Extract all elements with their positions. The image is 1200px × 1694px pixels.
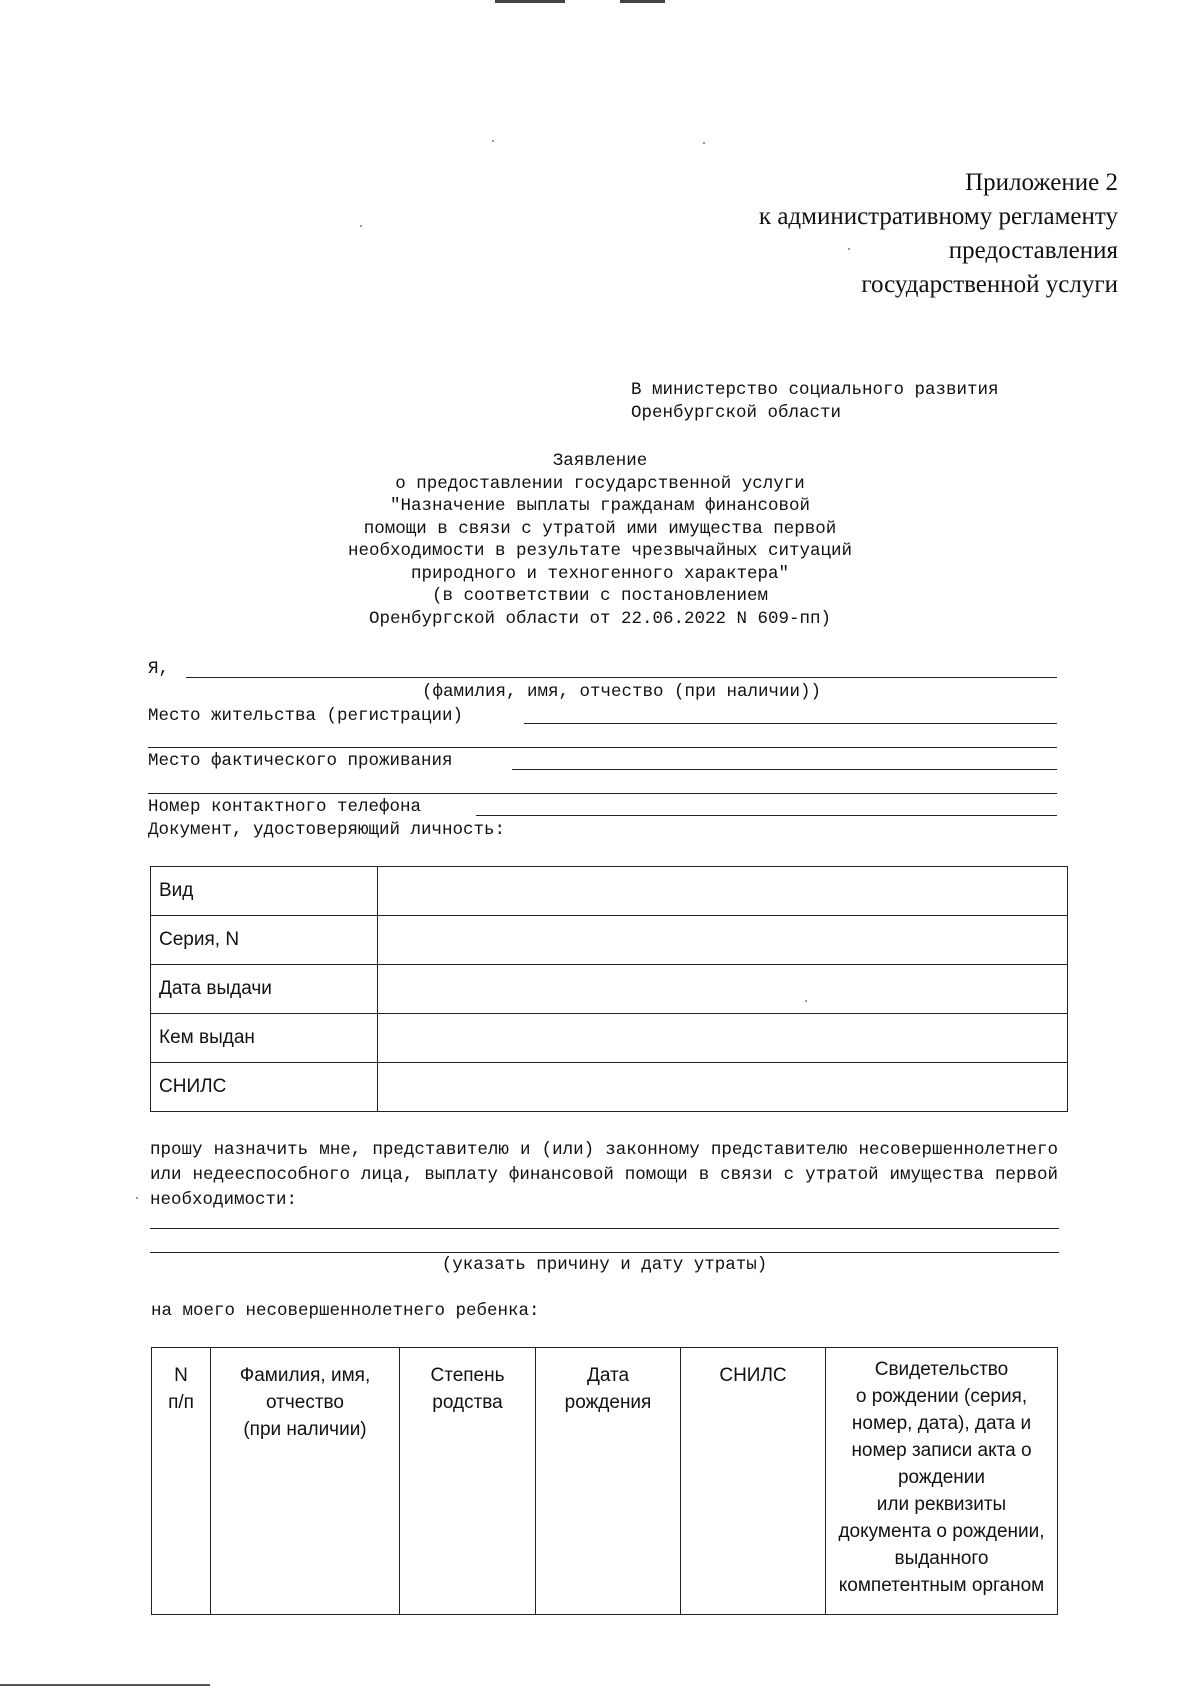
title-line: Оренбургской области от 22.06.2022 N 609-пп) (368, 608, 832, 629)
addressee (631, 379, 999, 425)
appendix-line: предоставления (948, 237, 1118, 264)
header-line: рождении (897, 1467, 985, 1488)
reason-field-line[interactable] (150, 1228, 1059, 1229)
header-line: документа о рождении, (838, 1521, 1045, 1542)
title-line: "Назначение выплаты гражданам финансовой (389, 496, 811, 516)
addressee-line: Оренбургской области (631, 403, 842, 423)
title-line: природного и техногенного характера" (410, 563, 790, 584)
header-line: родства (432, 1392, 503, 1413)
header-line: Степень (430, 1365, 505, 1386)
id-row-value[interactable] (378, 1014, 1068, 1063)
id-row-label: СНИЛС (151, 1063, 378, 1112)
title-line: Заявление (552, 451, 648, 471)
i-label: Я, (148, 659, 170, 679)
table-row (151, 867, 1068, 916)
application-title (250, 450, 950, 630)
table-row (151, 916, 1068, 965)
children-table (151, 1347, 1058, 1615)
col-header-birth-certificate (826, 1348, 1058, 1615)
id-doc-label: Документ, удостоверяющий личность: (148, 820, 506, 840)
header-line: выданного (894, 1548, 989, 1569)
header-line: отчество (266, 1392, 344, 1413)
id-row-value[interactable] (378, 867, 1068, 916)
col-header-birth-date (536, 1348, 681, 1615)
header-line: или реквизиты (876, 1494, 1007, 1515)
title-line: (в соответствии с постановлением (431, 586, 769, 606)
appendix-header (759, 166, 1118, 302)
reason-field-line-2[interactable] (150, 1252, 1059, 1253)
header-line: (при наличии) (243, 1419, 367, 1440)
title-line: о предоставлении государственной услуги (395, 473, 805, 494)
col-header-snils (681, 1348, 826, 1615)
col-header-fio (211, 1348, 400, 1615)
col-header-kinship (400, 1348, 536, 1615)
actual-residence-field-line-2[interactable] (148, 793, 1057, 794)
header-line: о рождении (серия, (855, 1386, 1028, 1407)
scan-speck (805, 1000, 807, 1002)
header-line: рождения (564, 1392, 652, 1413)
header-line: компетентным органом (838, 1575, 1045, 1596)
id-row-label: Кем выдан (151, 1014, 378, 1063)
scan-speck (492, 140, 494, 142)
id-document-table (150, 866, 1068, 1112)
id-row-value[interactable] (378, 1063, 1068, 1112)
table-row (151, 1063, 1068, 1112)
scan-edge-top-1 (495, 0, 565, 3)
residence-field-line[interactable] (524, 723, 1057, 724)
id-row-value[interactable] (378, 916, 1068, 965)
title-line: помощи в связи с утратой ими имущества первой (363, 518, 837, 539)
header-line: N (174, 1365, 188, 1386)
scan-speck (703, 142, 705, 144)
residence-field-line-2[interactable] (148, 747, 1057, 748)
residence-label: Место жительства (регистрации) (148, 706, 464, 726)
scan-edge-top-2 (620, 0, 665, 3)
id-row-label: Серия, N (151, 916, 378, 965)
scan-speck (848, 248, 850, 250)
header-line: СНИЛС (719, 1365, 787, 1386)
child-label: на моего несовершеннолетнего ребенка: (151, 1301, 540, 1321)
header-line: п/п (168, 1392, 194, 1413)
scan-speck (360, 225, 362, 227)
id-row-label: Вид (151, 867, 378, 916)
phone-label: Номер контактного телефона (148, 797, 422, 817)
header-line: номер записи акта о (851, 1440, 1032, 1461)
header-line: Свидетельство (874, 1359, 1009, 1380)
appendix-line: Приложение 2 (965, 169, 1118, 196)
phone-field-line[interactable] (476, 815, 1057, 816)
actual-residence-label: Место фактического проживания (148, 751, 453, 771)
id-row-label: Дата выдачи (151, 965, 378, 1014)
appendix-line: государственной услуги (861, 271, 1118, 298)
fio-field-line[interactable] (186, 677, 1057, 678)
actual-residence-field-line[interactable] (512, 769, 1057, 770)
table-row (151, 1014, 1068, 1063)
header-line: Дата (586, 1365, 630, 1386)
fio-hint: (фамилия, имя, отчество (при наличии)) (421, 682, 822, 702)
id-row-value[interactable] (378, 965, 1068, 1014)
reason-hint: (указать причину и дату утраты) (441, 1255, 768, 1275)
appendix-line: к административному регламенту (758, 203, 1118, 230)
table-row (152, 1348, 1058, 1615)
title-line: необходимости в результате чрезвычайных ситуаций (347, 541, 853, 561)
header-line: номер, дата), дата и (851, 1413, 1032, 1434)
col-header-number (152, 1348, 211, 1615)
scan-speck (136, 1197, 138, 1199)
table-row (151, 965, 1068, 1014)
request-paragraph: прошу назначить мне, представителю и (или) законному представителю несовершеннолетнего или недееспособного лица, выплату финансовой помощи в связи с утратой имущества первой необходимости: (150, 1140, 1058, 1210)
addressee-line: В министерство социального развития (631, 380, 999, 400)
scan-edge-bottom (0, 1684, 210, 1686)
header-line: Фамилия, имя, (239, 1365, 371, 1386)
